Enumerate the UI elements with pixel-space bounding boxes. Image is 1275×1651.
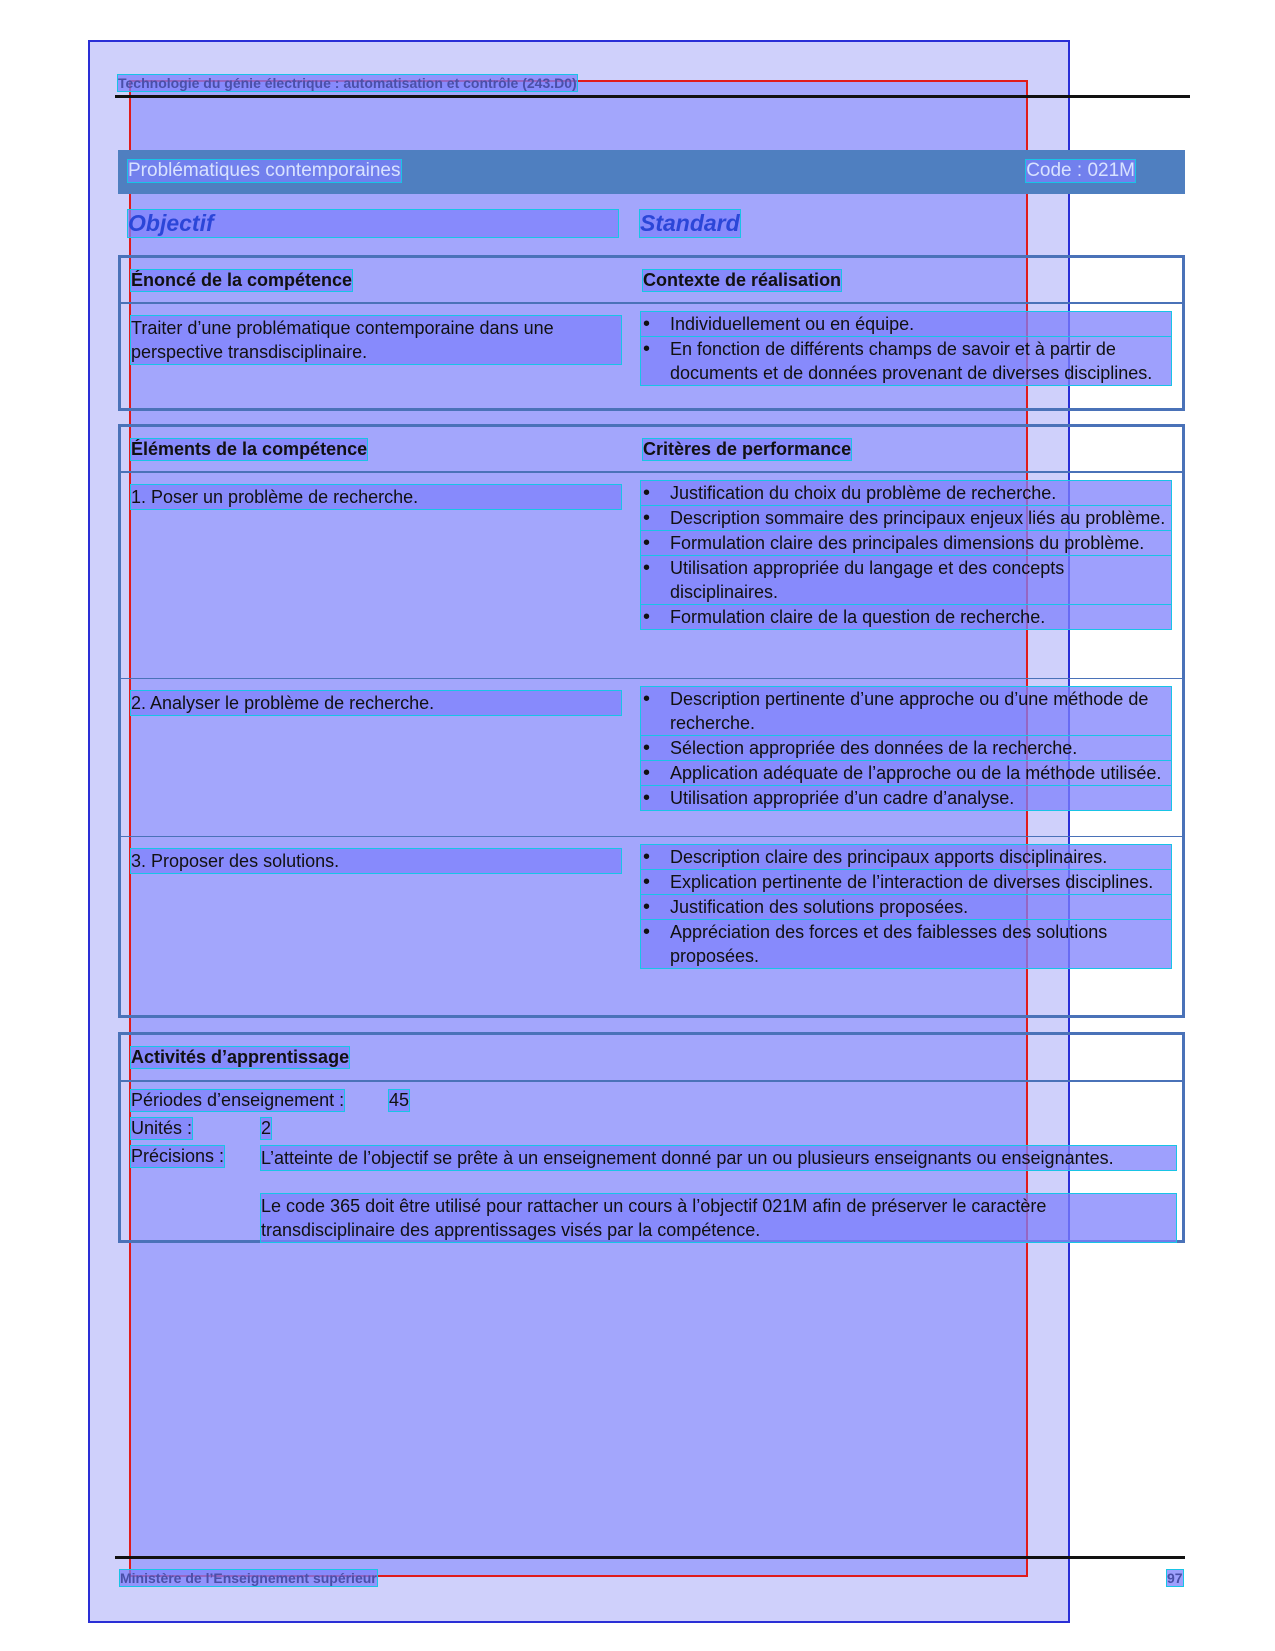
element-section-2	[121, 679, 1182, 837]
criteria-list	[641, 481, 1171, 630]
context-item: • En fonction de différents champs de savoir et à partir de documents et de données provenant de diverses disciplines.	[641, 337, 1171, 385]
criterion-item: • Utilisation appropriée du langage et des concepts disciplinaires.	[641, 556, 1171, 604]
activities-title: Activités d’apprentissage	[131, 1047, 350, 1067]
elements-box-header	[121, 427, 1182, 473]
running-header: Technologie du génie électrique : automatisation et contrôle (243.D0)	[118, 75, 577, 91]
criterion-item: • Utilisation appropriée d’un cadre d’analyse.	[641, 786, 1171, 810]
units-label: Unités :	[131, 1118, 193, 1138]
contexte-title: Contexte de réalisation	[643, 270, 842, 290]
element-section-3	[121, 837, 1182, 1017]
criterion-item: • Description claire des principaux apports disciplinaires.	[641, 845, 1171, 869]
elements-box	[118, 424, 1185, 1018]
competence-box-header	[121, 258, 1182, 304]
element-statement: 1. Poser un problème de recherche.	[131, 485, 621, 509]
activities-box	[118, 1032, 1185, 1243]
page-title: Problématiques contemporaines	[128, 160, 401, 181]
periods-label: Périodes d’enseignement :	[131, 1090, 345, 1110]
element-statement: 3. Proposer des solutions.	[131, 849, 621, 873]
context-list	[641, 312, 1171, 386]
elements-title: Éléments de la compétence	[131, 439, 368, 459]
criterion-item: • Explication pertinente de l’interaction de diverses disciplines.	[641, 870, 1171, 894]
criterion-item: • Formulation claire des principales dimensions du problème.	[641, 531, 1171, 555]
footer-rule	[115, 1556, 1185, 1559]
course-code: Code : 021M	[1026, 160, 1135, 181]
criteria-list	[641, 845, 1171, 969]
context-item: • Individuellement ou en équipe.	[641, 312, 1171, 336]
enonce-title: Énoncé de la compétence	[131, 270, 353, 290]
competence-statement: Traiter d’une problématique contemporaine dans une perspective transdisciplinaire.	[131, 316, 621, 364]
periods-value: 45	[389, 1090, 410, 1110]
activities-box-header	[121, 1035, 1182, 1082]
criterion-item: • Sélection appropriée des données de la recherche.	[641, 736, 1171, 760]
criteres-title: Critères de performance	[643, 439, 852, 459]
competence-box	[118, 255, 1185, 411]
activities-body	[121, 1082, 1182, 1242]
precision-text: L’atteinte de l’objectif se prête à un enseignement donné par un ou plusieurs enseignants ou enseignantes.	[261, 1146, 1176, 1170]
header-rule	[115, 95, 1190, 98]
criterion-item: • Justification des solutions proposées.	[641, 895, 1171, 919]
criteria-list	[641, 687, 1171, 811]
criterion-item: • Description pertinente d’une approche ou d’une méthode de recherche.	[641, 687, 1171, 735]
page-number: 97	[1167, 1570, 1183, 1586]
criterion-item: • Justification du choix du problème de recherche.	[641, 481, 1171, 505]
criterion-item: • Formulation claire de la question de recherche.	[641, 605, 1171, 629]
standard-heading: Standard	[640, 210, 740, 236]
criterion-item: • Description sommaire des principaux enjeux liés au problème.	[641, 506, 1171, 530]
precisions-label: Précisions :	[131, 1146, 225, 1166]
objectif-heading: Objectif	[128, 210, 618, 237]
element-section-1	[121, 473, 1182, 679]
precision-text: Le code 365 doit être utilisé pour rattacher un cours à l’objectif 021M afin de préserver le caractère transdisciplinaire des apprentissages visés par la compétence.	[261, 1194, 1176, 1242]
criterion-item: • Application adéquate de l’approche ou de la méthode utilisée.	[641, 761, 1171, 785]
title-bar	[118, 150, 1185, 194]
criterion-item: • Appréciation des forces et des faiblesses des solutions proposées.	[641, 920, 1171, 968]
element-statement: 2. Analyser le problème de recherche.	[131, 691, 621, 715]
units-value: 2	[261, 1118, 272, 1138]
running-footer: Ministère de l’Enseignement supérieur	[120, 1570, 377, 1586]
competence-section	[121, 304, 1182, 408]
